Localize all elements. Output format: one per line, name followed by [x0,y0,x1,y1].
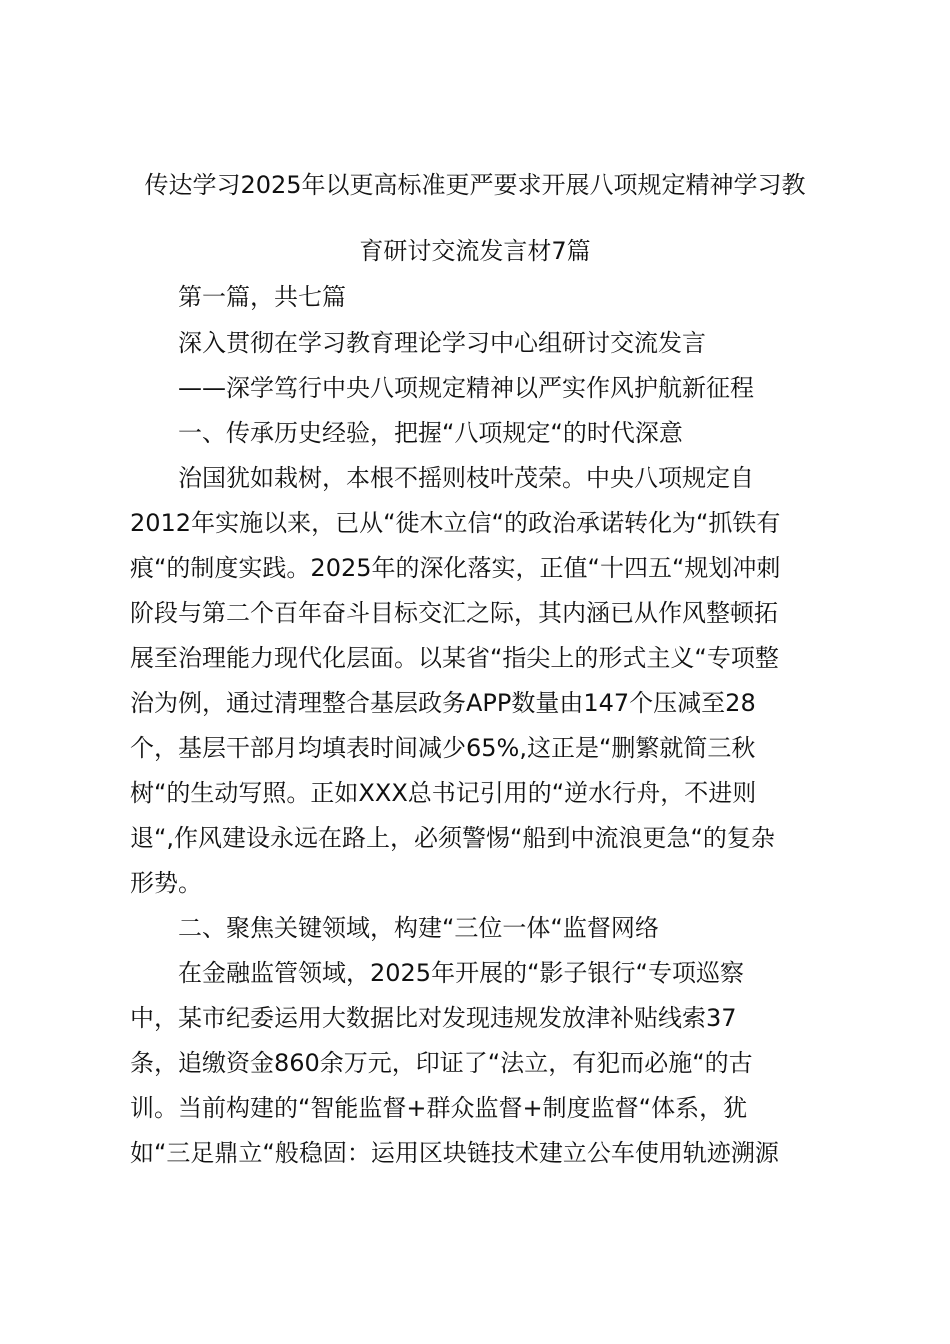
paragraph-line: 在金融监管领域，2025年开展的“影子银行“专项巡察 [178,959,744,987]
article-title: 深入贯彻在学习教育理论学习中心组研讨交流发言 [178,329,706,357]
paragraph-line: 如“三足鼎立“般稳固：运用区块链技术建立公车使用轨迹溯源 [130,1139,779,1167]
paragraph-line: 条，追缴资金860余万元，印证了“法立，有犯而必施“的古 [130,1049,753,1077]
section-2-heading: 二、聚焦关键领域，构建“三位一体“监督网络 [178,914,659,942]
paragraph-line: 树“的生动写照。正如XXX总书记引用的“逆水行舟，不进则 [130,779,757,807]
article-subtitle: ——深学笃行中央八项规定精神以严实作风护航新征程 [178,374,754,402]
paragraph-line: 痕“的制度实践。2025年的深化落实，正值“十四五“规划冲刺 [130,554,781,582]
paragraph-line: 展至治理能力现代化层面。以某省“指尖上的形式主义“专项整 [130,644,779,672]
paragraph-line: 治为例，通过清理整合基层政务APP数量由147个压减至28 [130,689,756,717]
document-title-line-1: 传达学习2025年以更高标准更严要求开展八项规定精神学习教 [144,171,806,199]
paragraph-line: 2012年实施以来，已从“徙木立信“的政治承诺转化为“抓铁有 [130,509,781,537]
section-1-heading: 一、传承历史经验，把握“八项规定“的时代深意 [178,419,683,447]
paragraph-line: 训。当前构建的“智能监督+群众监督+制度监督“体系，犹 [130,1094,748,1122]
paragraph-line: 个，基层干部月均填表时间减少65%,这正是“删繁就简三秋 [130,734,756,762]
paragraph-line: 退“,作风建设永远在路上，必须警惕“船到中流浪更急“的复杂 [130,824,775,852]
paragraph-line: 形势。 [130,869,202,897]
article-label: 第一篇，共七篇 [178,283,346,311]
document-title-line-2: 育研讨交流发言材7篇 [359,237,591,265]
paragraph-line: 中，某市纪委运用大数据比对发现违规发放津补贴线索37 [130,1004,737,1032]
paragraph-line: 阶段与第二个百年奋斗目标交汇之际，其内涵已从作风整顿拓 [130,599,778,627]
paragraph-line: 治国犹如栽树，本根不摇则枝叶茂荣。中央八项规定自 [178,464,754,492]
